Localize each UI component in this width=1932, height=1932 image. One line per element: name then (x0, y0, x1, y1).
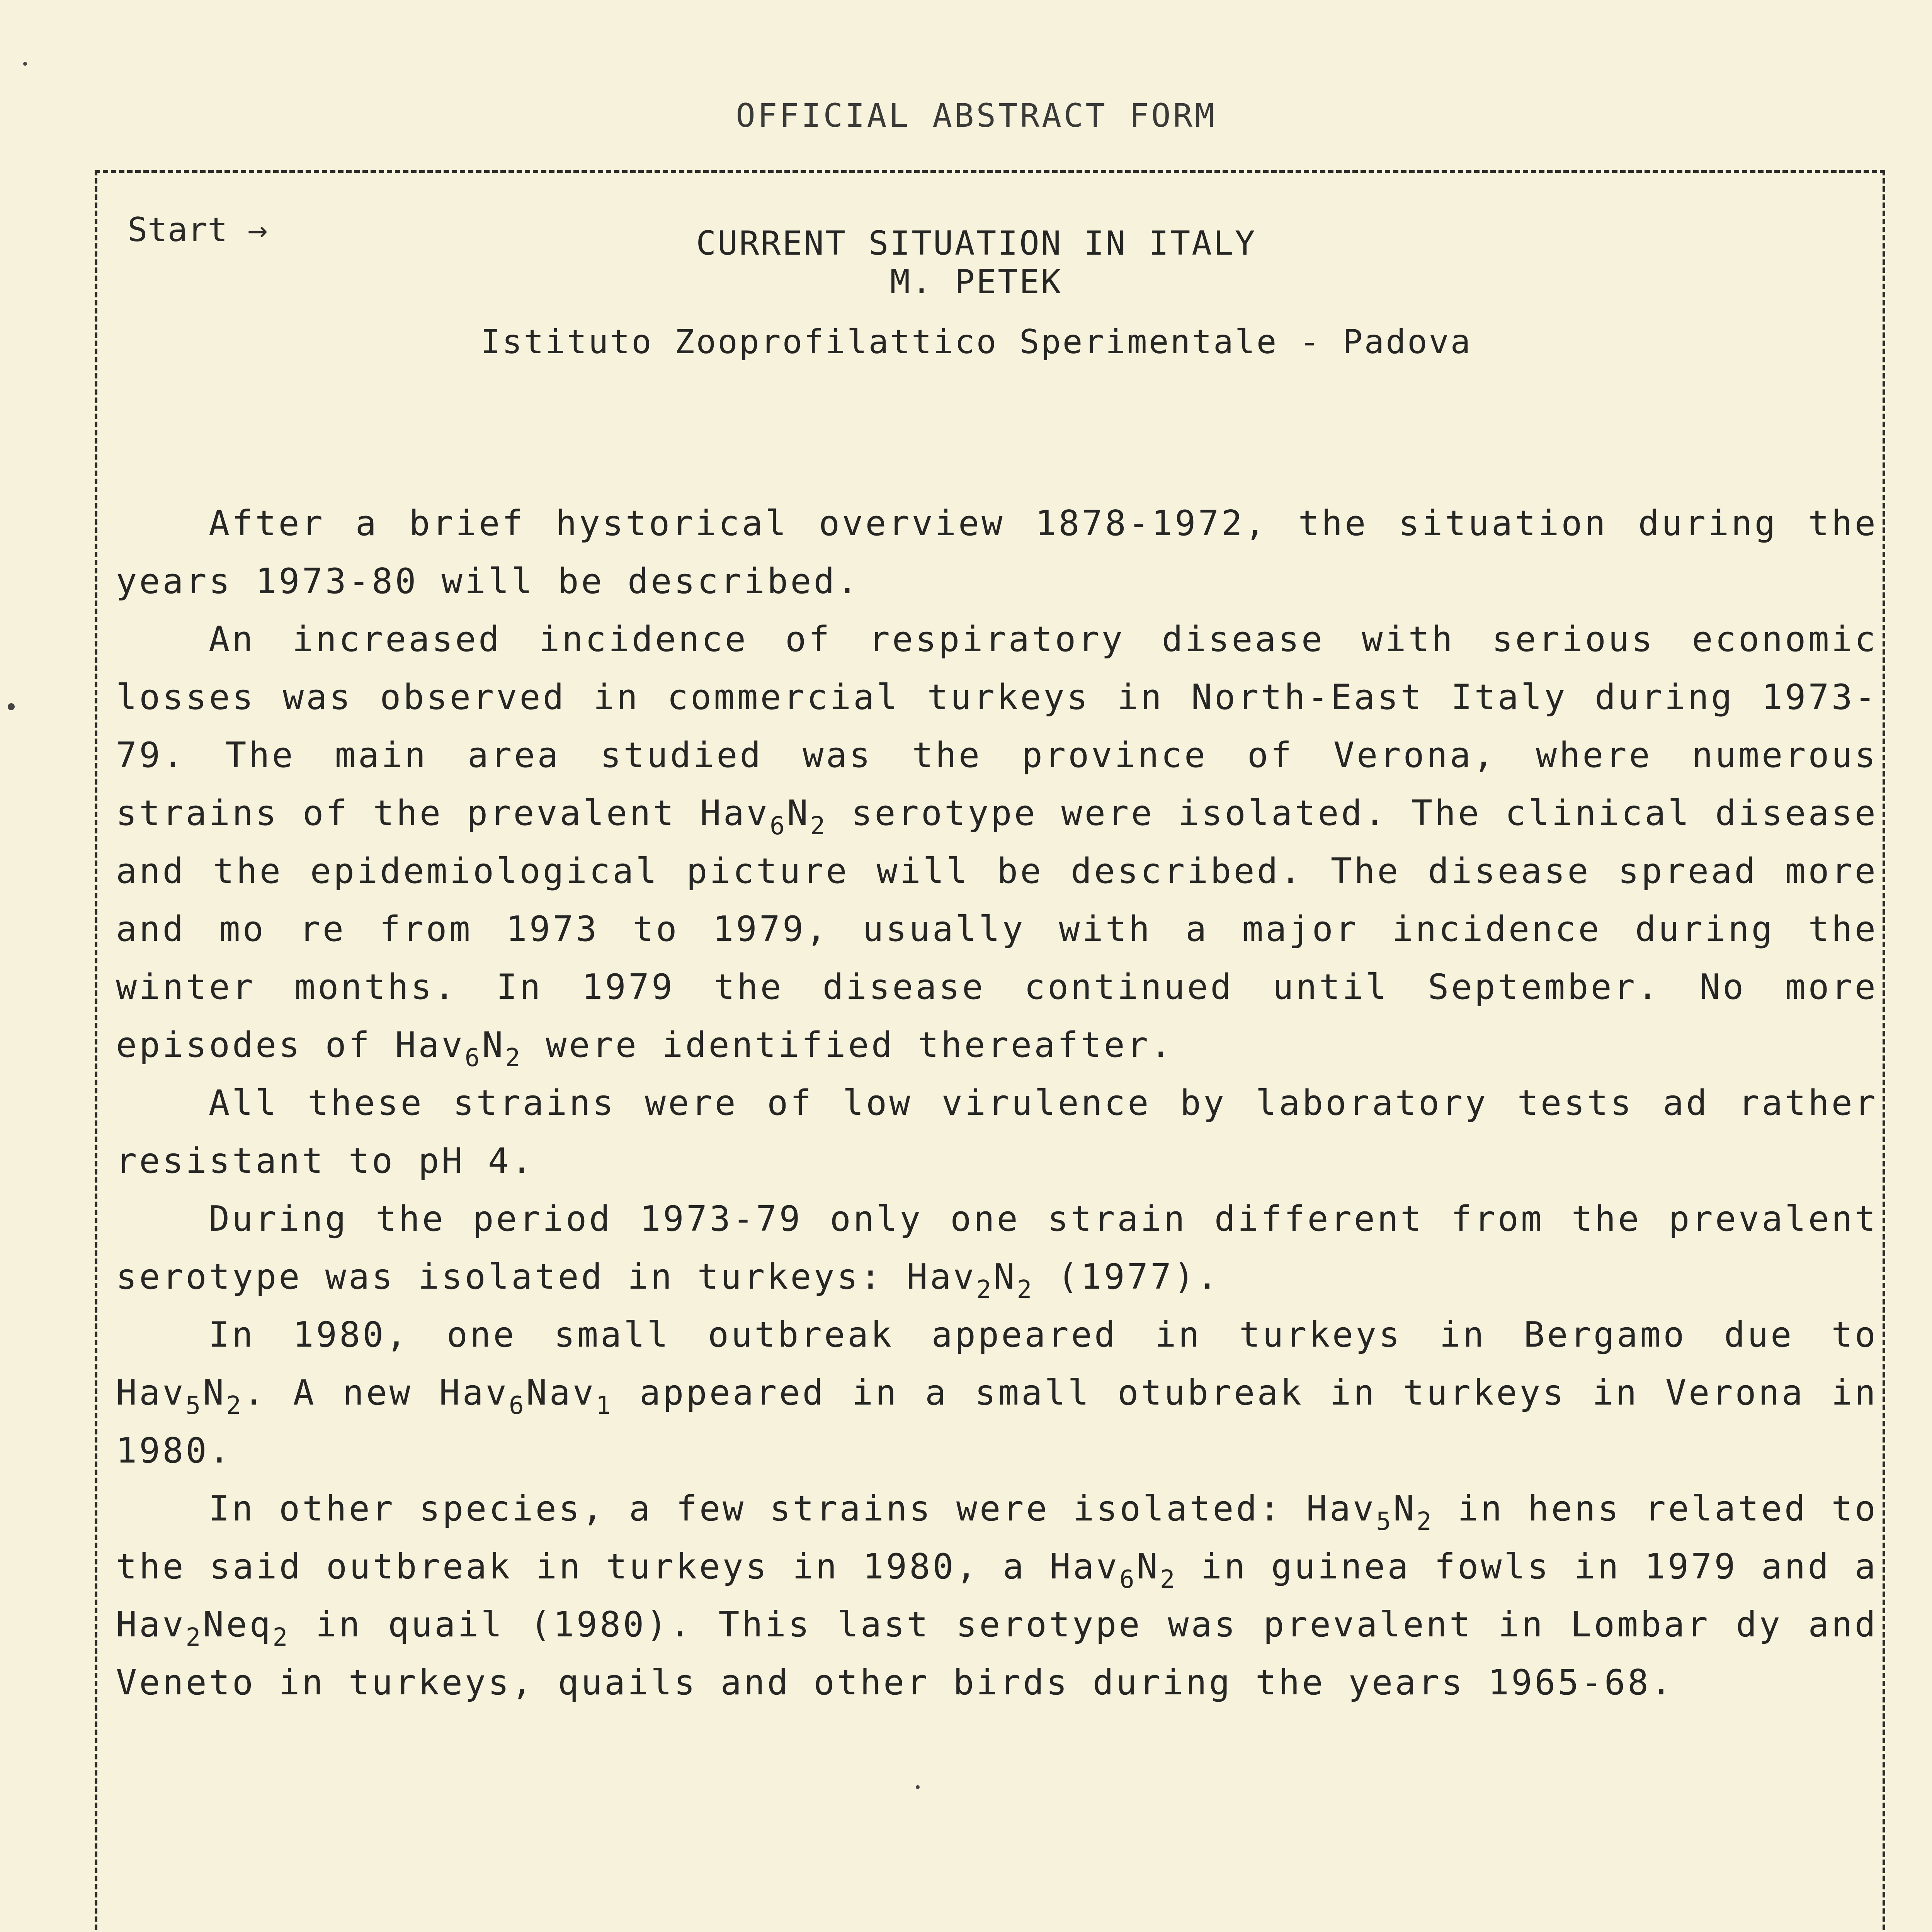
abstract-title: CURRENT SITUATION IN ITALY (696, 224, 1257, 263)
paragraph-1: After a brief hystorical overview 1878-1972, the situation during the years 1973-80 will be described. (116, 503, 1878, 602)
paragraph-2: An increased incidence of respiratory disease with serious economic losses was observed in commercial turkeys in North-East Italy during 1973-79. The main area studied was the province of Verona, where numerous strains of the prevalent $Hav_6N_2$ serotype were isolated. The clinical disease and the epidemiological picture will be described. The disease spread more and mo re from 1973 to 1979, usually with a major incidence during the winter months. In 1979 the disease continued until September. No more episodes of $Hav_6N_2$ were identified thereafter. (116, 619, 1878, 1072)
start-label: Start (128, 211, 228, 249)
paragraph-5: In 1980, one small outbreak appeared in turkeys in Bergamo due to $Hav_5N_2$. A new Hav$_6$Nav$_1$ appeared in a small otubreak in turkeys in Verona in 1980. (116, 1315, 1878, 1471)
arrow-right-icon: → (247, 211, 268, 249)
institution-name: Istituto Zooprofilattico Sperimentale - Padova (480, 323, 1472, 361)
abstract-body (116, 495, 1878, 1712)
paper-speck (8, 703, 15, 710)
paper-speck (23, 62, 27, 66)
form-header: OFFICIAL ABSTRACT FORM (736, 97, 1217, 134)
paragraph-4: During the period 1973-79 only one strain different from the prevalent serotype was isolated in turkeys: $Hav_2N_2$ (1977). (116, 1199, 1878, 1304)
paragraph-3: All these strains were of low virulence by laboratory tests ad rather resistant to pH 4. (116, 1083, 1878, 1181)
paper-speck (916, 1785, 920, 1789)
author-name: M. PETEK (890, 263, 1063, 301)
paragraph-6: In other species, a few strains were isolated: $Hav_5N_2$ in hens related to the said outbreak in turkeys in 1980, a $Hav_6N_2$ in guinea fowls in 1979 and a Hav$_2$Neq$_2$ in quail (1980). This last serotype was prevalent in Lombar dy and Veneto in turkeys, quails and other birds during the years 1965-68. (116, 1488, 1878, 1703)
